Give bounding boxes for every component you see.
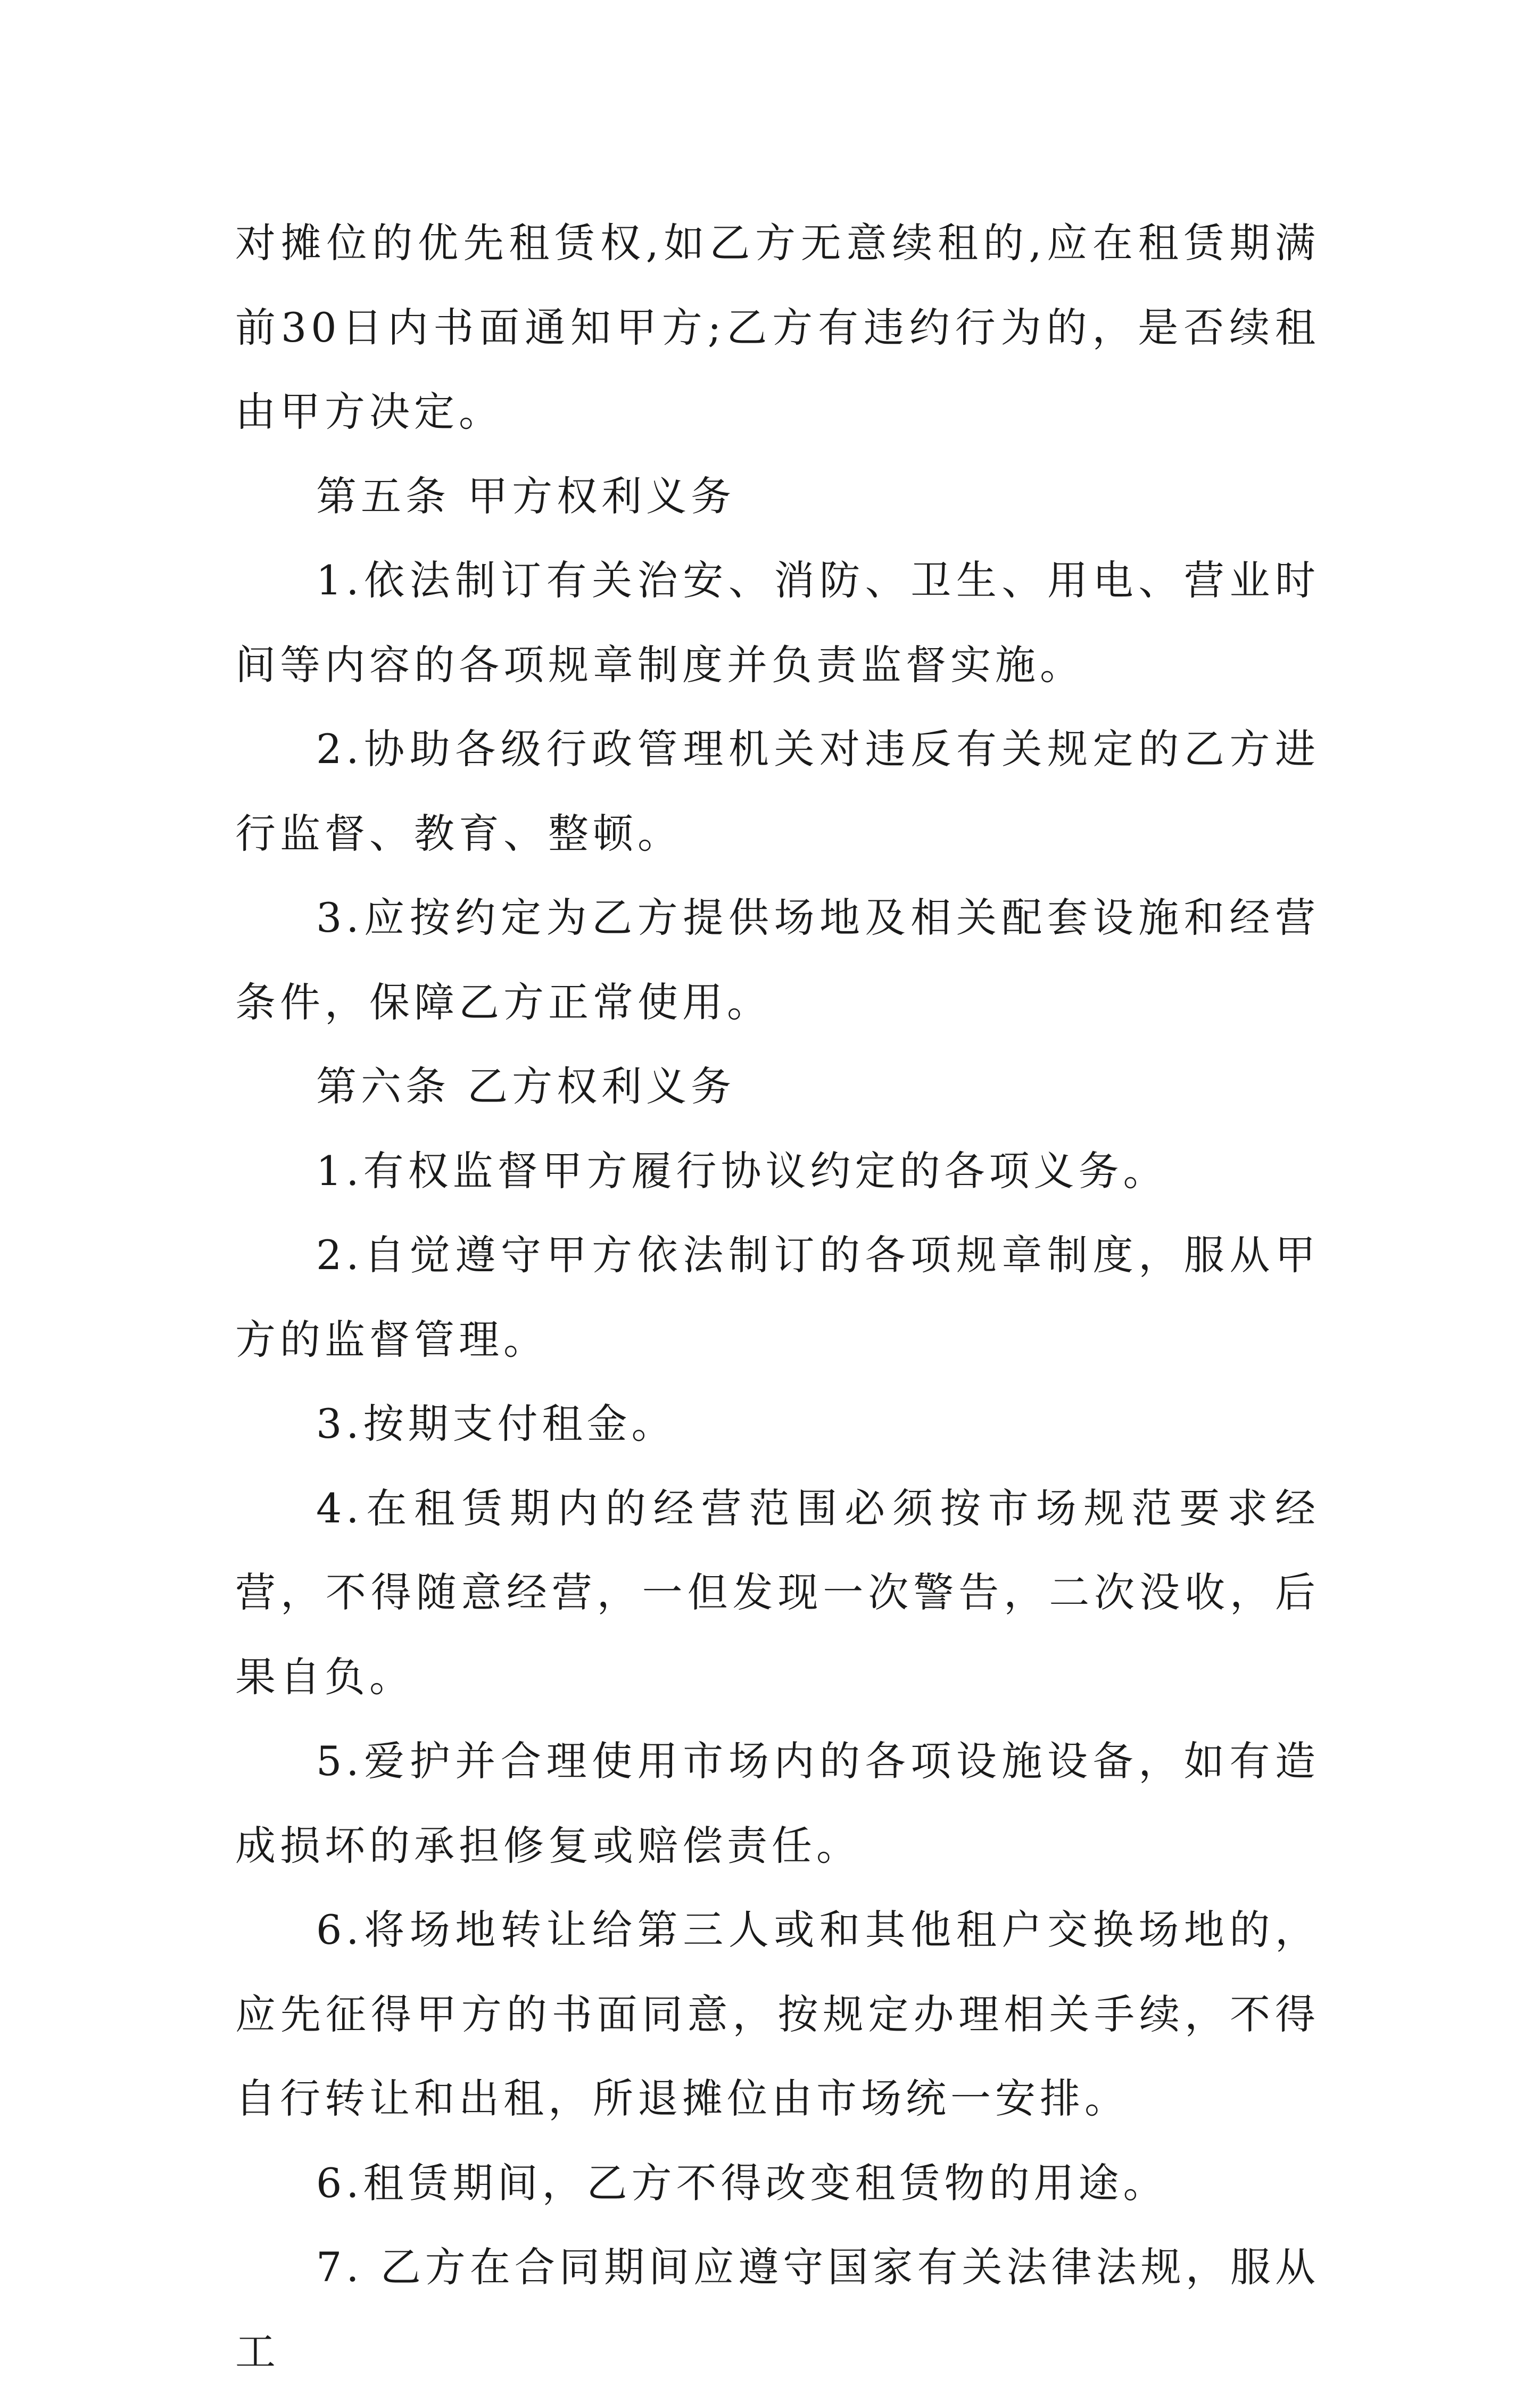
article-6-item-1: 1.有权监督甲方履行协议约定的各项义务。 <box>316 1147 1168 1195</box>
article-6-item-7: 7. 乙方在合同期间应遵守国家有关法律法规，服从工 <box>235 2243 1320 2375</box>
article-6-item-6a: 6.将场地转让给第三人或和其他租户交换场地的，应先征得甲方的书面同意，按规定办理相关手续，不得自行转让和出租，所退摊位由市场统一安排。 <box>235 1906 1320 2122</box>
article-6-item-4: 4.在租赁期内的经营范围必须按市场规范要求经营，不得随意经营，一但发现一次警告，二次没收，后果自负。 <box>235 1484 1320 1701</box>
article-6-heading: 第六条 乙方权利义务 <box>316 1063 736 1110</box>
article-5-item-3: 3.应按约定为乙方提供场地及相关配套设施和经营条件，保障乙方正常使用。 <box>235 894 1320 1026</box>
article-6-item-5: 5.爱护并合理使用市场内的各项设施设备，如有造成损坏的承担修复或赔偿责任。 <box>235 1737 1320 1869</box>
article-6-item-3: 3.按期支付租金。 <box>316 1400 676 1447</box>
article-6-item-2: 2.自觉遵守甲方依法制订的各项规章制度，服从甲方的监督管理。 <box>235 1231 1320 1363</box>
paragraph-continuation: 对摊位的优先租赁权,如乙方无意续租的,应在租赁期满前30日内书面通知甲方;乙方有违约行为的，是否续租由甲方决定。 <box>235 219 1320 435</box>
article-5-item-2: 2.协助各级行政管理机关对违反有关规定的乙方进行监督、教育、整顿。 <box>235 725 1320 857</box>
article-5-heading: 第五条 甲方权利义务 <box>316 472 736 520</box>
contract-body <box>235 201 1320 2394</box>
article-5-item-1: 1.依法制订有关治安、消防、卫生、用电、营业时间等内容的各项规章制度并负责监督实施。 <box>235 557 1320 689</box>
article-6-item-6b: 6.租赁期间，乙方不得改变租赁物的用途。 <box>316 2159 1168 2207</box>
